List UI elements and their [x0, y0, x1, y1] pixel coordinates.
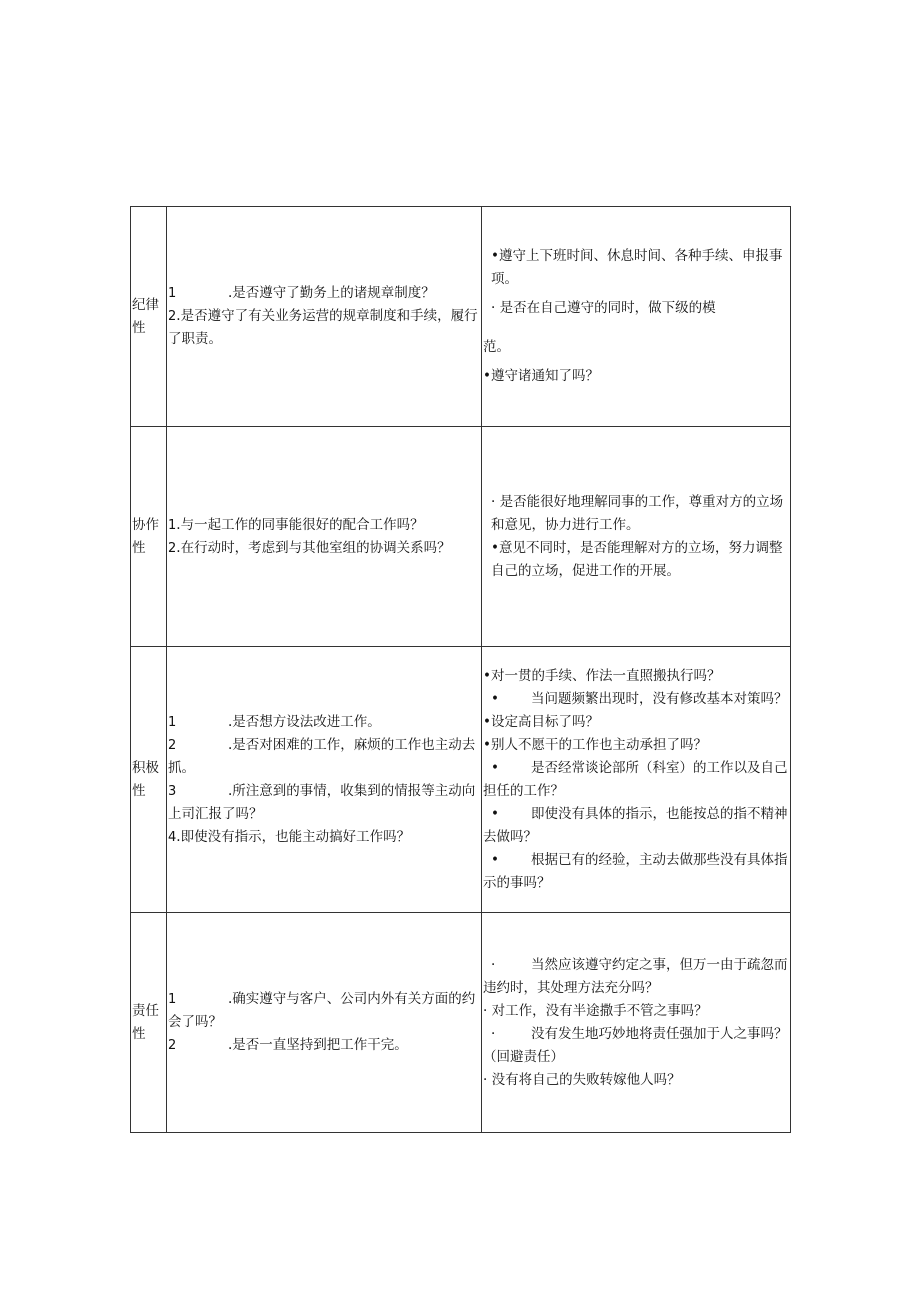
table-row-initiative	[131, 647, 791, 913]
category-label-line: 性	[132, 539, 146, 556]
question-item	[168, 537, 480, 560]
question-number: 1	[168, 286, 177, 301]
question-item	[168, 282, 480, 305]
category-label-line: 性	[132, 1025, 146, 1042]
question-item	[168, 711, 480, 734]
question-text: .是否一直坚持到把工作干完。	[228, 1037, 408, 1053]
check-item: •意见不同时，是否能理解对方的立场，努力调整自己的立场，促进工作的开展。	[491, 539, 783, 579]
check-item: · 当然应该遵守约定之事，但万一由于疏忽而违约时，其处理方法充分吗？	[483, 956, 788, 996]
question-number: 2	[168, 737, 177, 753]
check-item: • 是否经常谈论部所（科室）的工作以及自己担任的工作？	[483, 759, 788, 799]
check-item: • 根据已有的经验，主动去做那些没有具体指示的事吗？	[483, 851, 788, 891]
category-label-line: 性	[132, 319, 146, 336]
question-cell	[167, 207, 482, 427]
question-cell	[167, 913, 482, 1133]
category-label-line: 纪律	[132, 296, 159, 313]
category-label-line: 协作	[132, 516, 159, 533]
question-number: 1	[168, 714, 177, 730]
check-item: · 没有将自己的失败转嫁他人吗？	[483, 1071, 681, 1088]
question-text: .与一起工作的同事能很好的配合工作吗？	[176, 516, 424, 533]
question-number: 2	[168, 540, 177, 556]
category-label-line: 责任	[132, 1002, 159, 1019]
check-cell	[482, 647, 791, 913]
check-item: •别人不愿干的工作也主动承担了吗？	[483, 736, 707, 753]
category-label-line: 性	[132, 782, 146, 799]
check-item: 范。	[483, 339, 510, 355]
question-text: .所注意到的事情，收集到的情报等主动向上司汇报了吗？	[168, 782, 476, 822]
category-cell	[131, 647, 167, 913]
question-number: 3	[168, 783, 177, 799]
category-cell	[131, 913, 167, 1133]
question-item	[168, 826, 480, 849]
question-item	[168, 514, 480, 537]
category-cell	[131, 207, 167, 427]
check-cell	[482, 427, 791, 647]
question-item	[168, 305, 480, 351]
category-label-line: 积极	[132, 759, 159, 776]
question-number: 4	[168, 829, 177, 845]
question-item	[168, 734, 480, 780]
question-number: 1	[168, 992, 177, 1007]
check-cell	[482, 207, 791, 427]
check-item: · 没有发生地巧妙地将责任强加于人之事吗？（回避责任）	[483, 1025, 788, 1065]
check-item: · 是否能很好地理解同事的工作，尊重对方的立场和意见，协力进行工作。	[491, 493, 784, 533]
check-item: •设定高目标了吗？	[483, 713, 599, 730]
check-item: · 是否在自己遵守的同时，做下级的模	[491, 300, 716, 316]
check-item: •遵守诸通知了吗？	[483, 368, 599, 384]
question-cell	[167, 427, 482, 647]
table-row-cooperation	[131, 427, 791, 647]
question-text: .是否对困难的工作，麻烦的工作也主动去抓。	[168, 736, 476, 776]
question-text: .即使没有指示，也能主动搞好工作吗？	[176, 828, 411, 845]
question-item	[168, 1034, 480, 1057]
question-text: .是否想方设法改进工作。	[228, 713, 381, 730]
question-number: 1	[168, 517, 177, 533]
check-item: •对一贯的手续、作法一直照搬执行吗？	[483, 667, 721, 684]
question-item	[168, 780, 480, 826]
table-row-responsibility	[131, 913, 791, 1133]
question-item	[168, 988, 480, 1034]
question-text: .是否遵守了有关业务运营的规章制度和手续，履行了职责。	[168, 308, 478, 347]
check-cell	[482, 913, 791, 1133]
question-cell	[167, 647, 482, 913]
category-cell	[131, 427, 167, 647]
question-number: 2	[168, 309, 177, 324]
evaluation-sheet	[130, 206, 790, 1133]
question-text: .是否遵守了勤务上的诸规章制度？	[228, 285, 435, 301]
check-item: •遵守上下班时间、休息时间、各种手续、申报事项。	[491, 248, 783, 287]
evaluation-table	[130, 206, 791, 1133]
question-text: .确实遵守与客户、公司内外有关方面的约会了吗？	[168, 991, 476, 1030]
check-item: • 当问题频繁出现时，没有修改基本对策吗？	[491, 690, 788, 707]
table-row-discipline	[131, 207, 791, 427]
check-item: · 对工作，没有半途撒手不管之事吗？	[483, 1002, 708, 1019]
check-item: • 即使没有具体的指示，也能按总的指不精神去做吗？	[483, 805, 788, 845]
question-text: .在行动时，考虑到与其他室组的协调关系吗？	[176, 539, 451, 556]
question-number: 2	[168, 1038, 177, 1053]
